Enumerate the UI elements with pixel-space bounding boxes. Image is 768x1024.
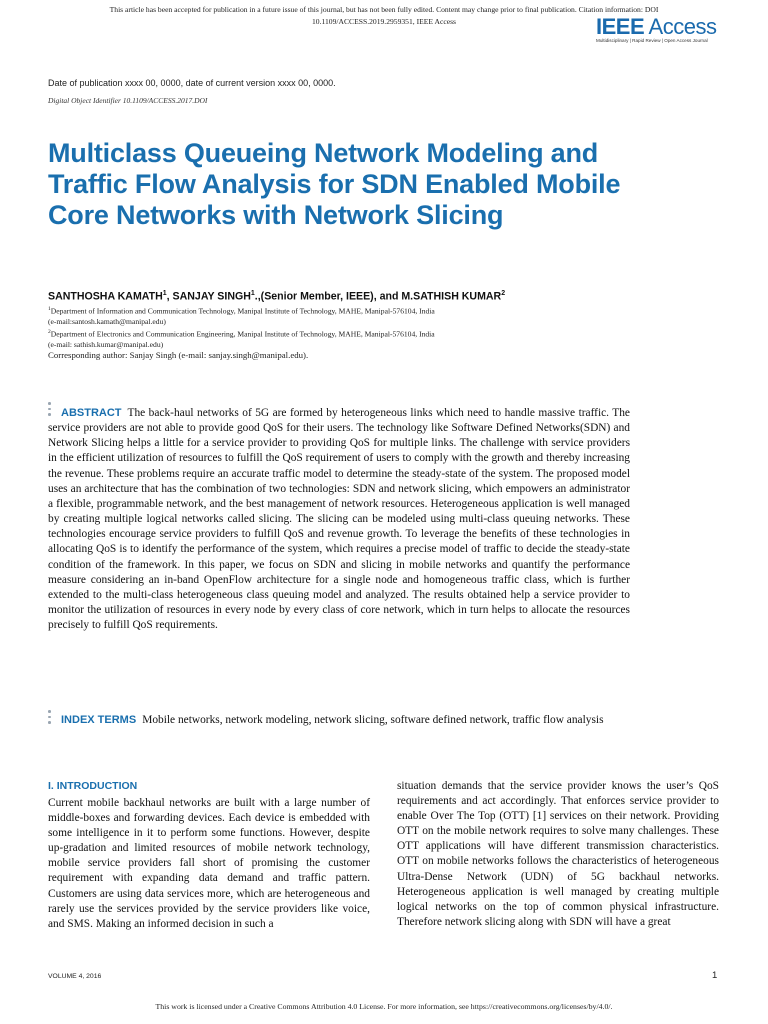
author-1-sup: 1 <box>162 290 167 297</box>
affiliation-1-sup: 1 <box>48 306 51 312</box>
volume-label: VOLUME 4, 2016 <box>48 973 102 980</box>
logo-tagline: Multidisciplinary | Rapid Review | Open Access Journal <box>596 38 708 43</box>
logo-name: Access <box>648 14 717 39</box>
ieee-access-logo <box>596 14 726 43</box>
logo-brand: IEEE <box>596 14 645 39</box>
author-list <box>48 290 505 303</box>
publication-date: Date of publication xxxx 00, 0000, date of current version xxxx 00, 0000. <box>48 78 336 88</box>
index-terms-label: INDEX TERMS <box>61 714 137 726</box>
affiliation-2 <box>48 327 688 340</box>
index-terms-text: Mobile networks, network modeling, network slicing, software defined network, traffic flow analysis <box>142 714 604 726</box>
affiliation-1-dept: Department of Information and Communication Technology, Manipal Institute of Technology, MAHE, Manipal-576104, India <box>50 306 435 316</box>
author-2: , SANJAY SINGH <box>166 290 251 303</box>
notice-line-2: 10.1109/ACCESS.2019.2959351, IEEE Access <box>312 17 456 26</box>
affiliation-1 <box>48 304 688 317</box>
affiliation-2-sup: 2 <box>48 328 51 335</box>
abstract <box>48 406 630 633</box>
affiliation-2-email: (e-mail: sathish.kumar@manipal.edu) <box>48 339 164 349</box>
author-3-sup: 2 <box>501 290 506 297</box>
paper-title: Multiclass Queueing Network Modeling and Traffic Flow Analysis for SDN Enabled Mobile Core Networks with Network Slicing <box>48 138 621 230</box>
affiliations <box>48 304 688 350</box>
license-notice: This work is licensed under a Creative Commons Attribution 4.0 License. For more information, see https://creativecommons.org/licenses/by/4.0/. <box>155 1002 613 1011</box>
abstract-label: ABSTRACT <box>61 407 122 419</box>
intro-column-1: Current mobile backhaul networks are built with a large number of middle-boxes and forwarding devices. Each device is embedded with some intelligence in it to perform some functions. However, despite up-gradation and limited resources of mobile network technology, mobile service providers fall short of promising the customer requirement with expanding data demand and traffic pattern. Customers are using data services more, which are heterogeneous and rarely use the services provided by the service providers like voice, and SMS. Making an informed decision in such a <box>48 797 370 930</box>
intro-column-2: situation demands that the service provider knows the user’s QoS requirements and act accordingly. That enforces service provider to enable Over The Top (OTT) [1] services on their network. Providing OTT on the mobile network requires to solve many challenges. These OTT applications will have different transmission characteristics. OTT on mobile networks follows the characteristics of heterogeneous Ultra-Dense Network (UDN) of 5G backhaul networks. Heterogeneous application is well managed by creating multiple logical networks on the top of common physical infrastructure. Therefore network slicing along with SDN will have a great <box>397 780 719 928</box>
affiliation-1-email: (e-mail:santosh.kamath@manipal.edu) <box>48 316 166 326</box>
notice-line-1: This article has been accepted for publication in a future issue of this journal, but has not been fully edited. Content may change prior to final publication. Citation information: DOI <box>109 5 659 14</box>
author-2-sup: 1 <box>250 290 255 297</box>
page-number: 1 <box>712 970 718 981</box>
affiliation-2-dept: Department of Electronics and Communication Engineering, Manipal Institute of Technology, MAHE, Manipal-576104, India <box>50 329 435 339</box>
abstract-text: The back-haul networks of 5G are formed by heterogeneous links which need to handle massive traffic. The service providers are not able to provide good QoS for their users. The technology like Software Defined Networks(SDN) and Network Slicing helps a little for a service provider to providing QoS for multiple links. The challenge with service providers in the efficient utilization of resources to fulfill the QoS requirement of users to comply with the growth and thereby increasing the revenue. These problems require an accurate traffic model to determine the steady-state of the system. The proposed model uses an architecture that has the combination of two technologies: SDN and network slicing, which empowers an administrator a flexible, programmable network, and the best management of network resources. Heterogeneous application is well managed by creating multiple logical networks called slicing. The slicing can be modeled using multi-class queuing networks. These technologies encourage service providers to fulfill QoS and revenue growth. To leverage the benefits of these technologies in allocating QoS is to identify the performance of the system, which requires a precise model of traffic to decide the steady-state condition of the framework. In this paper, we focus on SDN and slicing in mobile networks and quantify the performance measure considering an in-band OpenFlow architecture for a single node and homogeneous traffic class, which is further extended to the multi-class heterogeneous class queuing model and analyzed. The results obtained help a service provider to monitor the utilization of resources in every node by every class of core network, which in turn helps to allocate the resources precisely to fulfill QoS requirements. <box>48 407 630 632</box>
index-terms <box>48 713 630 728</box>
author-2-note: .,(Senior Member, IEEE), and M.SATHISH KUMAR <box>254 290 502 303</box>
doi-line: Digital Object Identifier 10.1109/ACCESS.2017.DOI <box>48 96 208 105</box>
section-heading: I. INTRODUCTION <box>48 780 138 792</box>
author-1: SANTHOSHA KAMATH <box>48 290 163 303</box>
corresponding-author: Corresponding author: Sanjay Singh (e-mail: sanjay.singh@manipal.edu). <box>48 350 309 360</box>
